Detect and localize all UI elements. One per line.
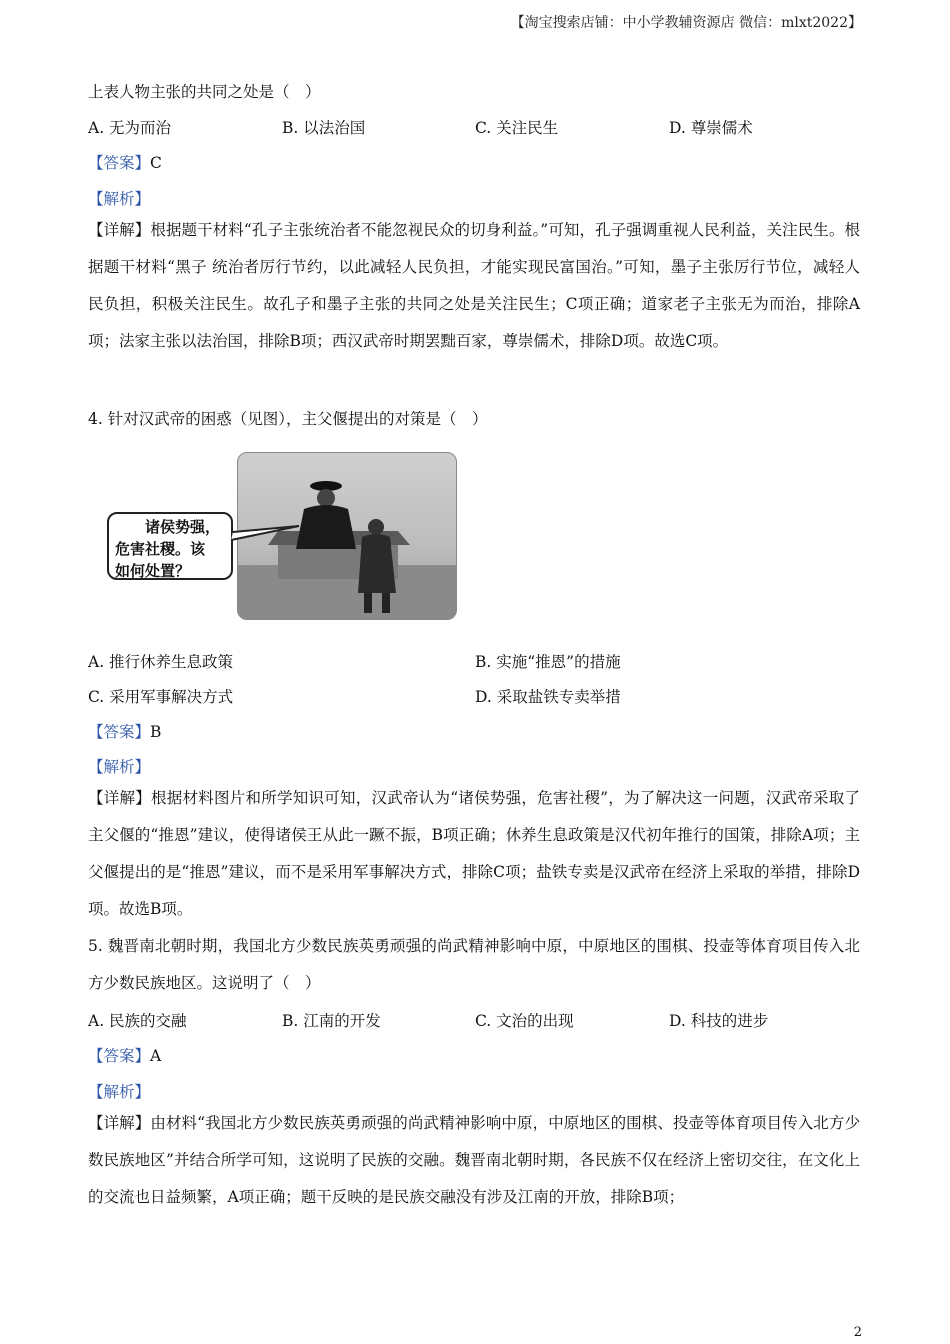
detail-tag: 【详解】 xyxy=(88,789,151,807)
speech-pointer xyxy=(229,524,301,544)
q5-answer xyxy=(88,1044,161,1066)
detail-tag: 【详解】 xyxy=(88,221,151,239)
page-number: 2 xyxy=(853,1325,862,1340)
detail-text: 由材料“我国北方少数民族英勇顽强的尚武精神影响中原，中原地区的围棋、投壶等体育项目传入北方少数民族地区”并结合所学可知，这说明了民族的交融。魏晋南北朝时期，各民族不仅在经济上密切交往，在文化上的交流也日益频繁，A项正确；题干反映的是民族交融没有涉及江南的开放，排除B项； xyxy=(88,1114,860,1206)
q5-stem: 5. 魏晋南北朝时期，我国北方少数民族英勇顽强的尚武精神影响中原，中原地区的围棋、投壶等体育项目传入北方少数民族地区。这说明了（ ） xyxy=(88,937,860,992)
q5-option-c: C. 文治的出现 xyxy=(475,1012,574,1030)
q3-option-a: A. 无为而治 xyxy=(88,119,172,137)
q4-stem: 4. 针对汉武帝的困惑（见图），主父偃提出的对策是（ ） xyxy=(88,410,488,428)
bubble-line: 诸侯势强， xyxy=(145,518,221,536)
bubble-line: 如何处置？ xyxy=(115,562,191,580)
detail-text: 根据材料图片和所学知识可知，汉武帝认为“诸侯势强，危害社稷”，为了解决这一问题，汉武帝采取了主父偃的“推恩”建议，使得诸侯王从此一蹶不振，B项正确；休养生息政策是汉代初年推行的国策，排除A项；主父偃提出的是“推恩”建议，而不是采用军事解决方式，排除C项；盐铁专卖是汉武帝在经济上采取的举措，排除D项。故选B项。 xyxy=(88,789,860,918)
q3-option-c: C. 关注民生 xyxy=(475,119,559,137)
q4-option-d: D. 采取盐铁专卖举措 xyxy=(475,688,621,706)
answer-value: C xyxy=(150,154,162,172)
q5-option-d: D. 科技的进步 xyxy=(669,1012,769,1030)
answer-tag: 【答案】 xyxy=(88,1047,151,1065)
q5-analysis-tag: 【解析】 xyxy=(88,1083,151,1101)
q4-answer xyxy=(88,720,161,742)
detail-tag: 【详解】 xyxy=(88,1114,151,1132)
q4-analysis-tag: 【解析】 xyxy=(88,758,151,776)
q3-option-d: D. 尊崇儒术 xyxy=(669,119,753,137)
q3-answer xyxy=(88,151,162,173)
answer-value: A xyxy=(150,1047,162,1065)
q3-detail xyxy=(88,212,860,360)
speech-bubble xyxy=(107,512,233,580)
q3-analysis-tag: 【解析】 xyxy=(88,190,151,208)
detail-text: 根据题干材料“孔子主张统治者不能忽视民众的切身利益。”可知，孔子强调重视人民利益，关注民生。根据题干材料“黑子 统治者厉行节约，以此减轻人民负担，才能实现民富国治。”可知，墨子主张厉行节位，减轻人民负担，积极关注民生。故孔子和墨子主张的共同之处是关注民生；C项正确；道家老子主张无为而治，排除A项；法家主张以法治国，排除B项；西汉武帝时期罢黜百家，尊崇儒术，排除D项。故选C项。 xyxy=(88,221,860,350)
answer-tag: 【答案】 xyxy=(88,154,151,172)
bubble-line: 危害社稷。该 xyxy=(115,540,206,558)
q3-stem: 上表人物主张的共同之处是（ ） xyxy=(88,83,321,101)
answer-value: B xyxy=(150,723,162,741)
q5-option-a: A. 民族的交融 xyxy=(88,1012,187,1030)
q4-option-b: B. 实施“推恩”的措施 xyxy=(475,653,621,671)
q3-option-b: B. 以法治国 xyxy=(282,119,366,137)
page-header: 【淘宝搜索店铺：中小学教辅资源店 微信：mlxt2022】 xyxy=(510,15,862,31)
q4-option-a: A. 推行休养生息政策 xyxy=(88,653,234,671)
q5-option-b: B. 江南的开发 xyxy=(282,1012,381,1030)
emperor-illustration xyxy=(105,450,460,622)
q4-detail xyxy=(88,780,860,928)
q5-detail xyxy=(88,1105,860,1216)
q4-option-c: C. 采用军事解决方式 xyxy=(88,688,234,706)
answer-tag: 【答案】 xyxy=(88,723,151,741)
